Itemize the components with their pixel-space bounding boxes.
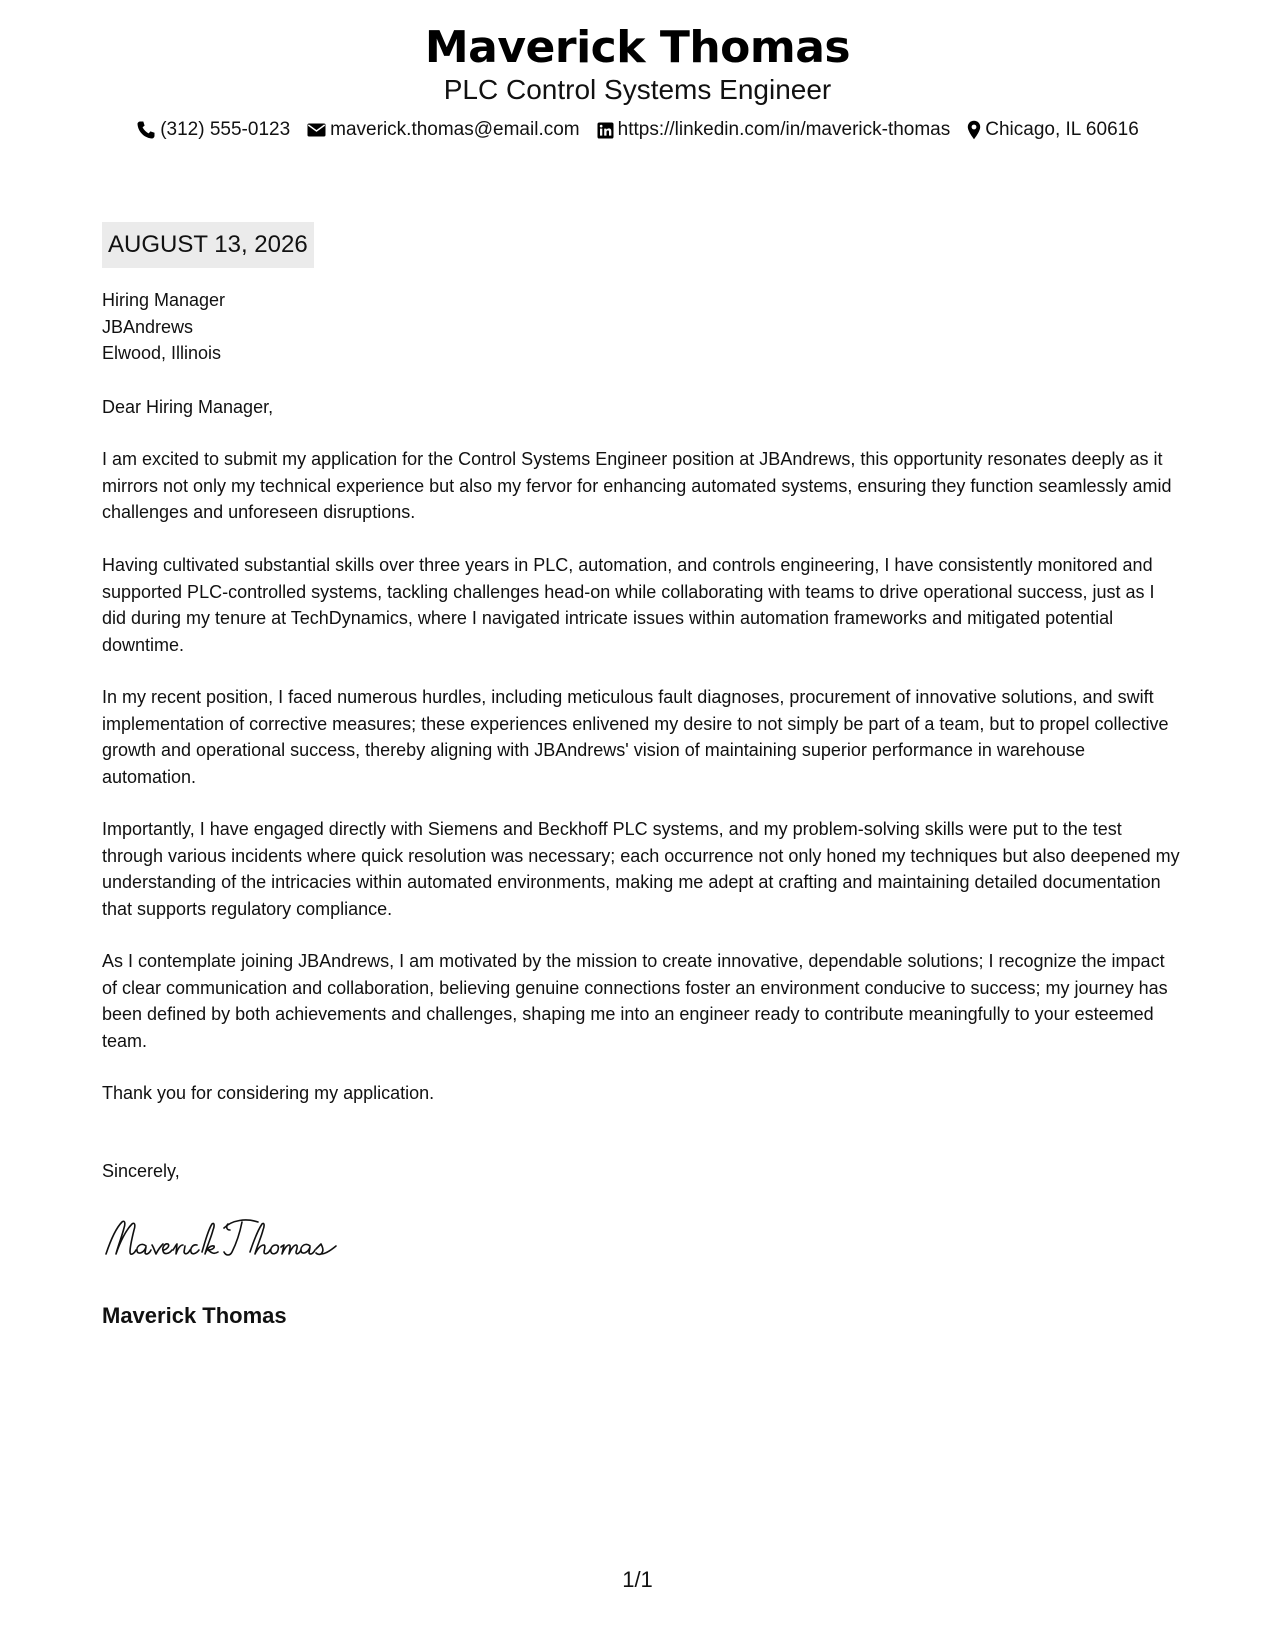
letter-header — [0, 22, 1275, 142]
letter-date: AUGUST 13, 2026 — [102, 222, 314, 268]
map-pin-icon — [967, 120, 981, 140]
contact-phone — [136, 118, 290, 142]
email-text[interactable]: maverick.thomas@email.com — [330, 119, 580, 140]
paragraph: As I contemplate joining JBAndrews, I am motivated by the mission to create innovative, dependable solutions; I recognize the impact of clear communication and collaboration, believing genuine connections foster an environment conducive to success; my journey has been defined by both achievements and challenges, shaping me into an engineer ready to contribute meaningfully to your esteemed team. — [102, 951, 1168, 1051]
recipient-block — [102, 287, 1182, 367]
thank-you-line: Thank you for considering my application. — [102, 1083, 435, 1103]
contact-email[interactable] — [307, 118, 579, 142]
linkedin-text[interactable]: https://linkedin.com/in/maverick-thomas — [617, 119, 951, 140]
envelope-icon — [307, 122, 326, 138]
page-indicator: 1/1 — [622, 1567, 653, 1592]
phone-text: (312) 555-0123 — [160, 119, 291, 140]
paragraph: Importantly, I have engaged directly with Siemens and Beckhoff PLC systems, and my problem-solving skills were put to the test through various incidents where quick resolution was necessary; each occurrence not only honed my techniques but also deepened my understanding of the intricacies within automated environments, making me adept at crafting and maintaining detailed documentation that supports regulatory compliance. — [102, 819, 1180, 919]
handwritten-signature — [100, 1212, 370, 1268]
applicant-name: Maverick Thomas — [424, 22, 851, 73]
salutation: Dear Hiring Manager, — [102, 397, 274, 417]
phone-icon — [136, 120, 156, 140]
applicant-role: PLC Control Systems Engineer — [443, 74, 832, 105]
paragraph: Having cultivated substantial skills over three years in PLC, automation, and controls engineering, I have consistently monitored and supported PLC-controlled systems, tackling challenges head-on while collaborating with teams to drive operational success, just as I did during my tenure at TechDynamics, where I navigated intricate issues within automation frameworks and mitigated potential downtime. — [102, 555, 1155, 655]
contact-location — [967, 118, 1139, 142]
paragraph: I am excited to submit my application for the Control Systems Engineer position at JBAndrews, this opportunity resonates deeply as it mirrors not only my technical experience but also my fervor for enhancing automated systems, ensuring they function seamlessly amid challenges and unforeseen disruptions. — [102, 449, 1172, 522]
recipient-title: Hiring Manager — [102, 290, 226, 310]
contact-linkedin[interactable] — [597, 118, 951, 142]
signer-name: Maverick Thomas — [102, 1303, 287, 1328]
linkedin-icon — [597, 122, 614, 139]
contact-bar — [0, 118, 1275, 142]
paragraph: In my recent position, I faced numerous hurdles, including meticulous fault diagnoses, procurement of innovative solutions, and swift implementation of corrective measures; these experiences enlivened my desire to not simply be part of a team, but to propel collective growth and operational success, thereby aligning with JBAndrews' vision of maintaining superior performance in warehouse automation. — [102, 687, 1169, 787]
recipient-location: Elwood, Illinois — [102, 343, 222, 363]
location-text: Chicago, IL 60616 — [985, 119, 1139, 140]
closing-line: Sincerely, — [102, 1161, 180, 1181]
recipient-company: JBAndrews — [102, 316, 194, 337]
